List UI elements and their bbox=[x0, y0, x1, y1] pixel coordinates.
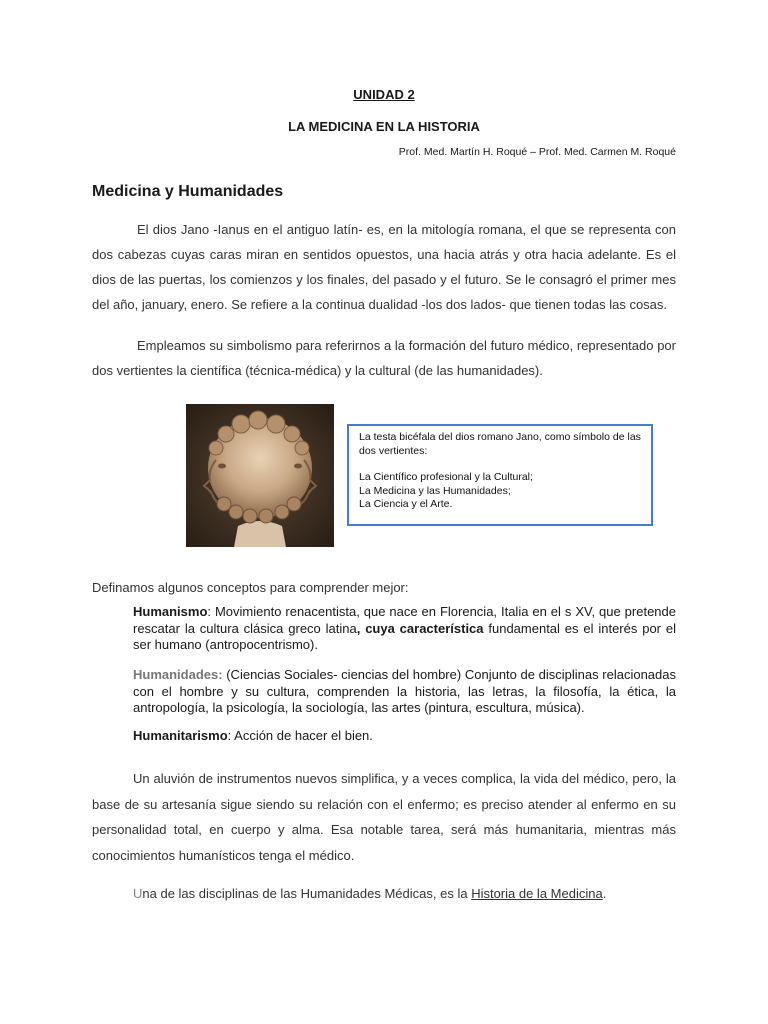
caption-intro: La testa bicéfala del dios romano Jano, como símbolo de las dos vertientes: bbox=[359, 431, 641, 457]
unit-heading: UNIDAD 2 bbox=[353, 87, 415, 102]
caption-item: La Científico profesional y la Cultural; bbox=[359, 471, 533, 483]
paragraph-period: . bbox=[602, 886, 607, 901]
caption-item: La Ciencia y el Arte. bbox=[359, 498, 453, 510]
definition-humanismo bbox=[133, 604, 676, 654]
definition-term: Humanitarismo bbox=[133, 728, 228, 743]
definition-text: : Movimiento renacentista, que nace en Florencia, Italia en el s XV, que pretende rescatar la cultura clásica greco latina bbox=[133, 604, 676, 636]
chapter-title: LA MEDICINA EN LA HISTORIA bbox=[288, 119, 480, 134]
definition-humanidades bbox=[133, 667, 676, 717]
definitions-intro: Definamos algunos conceptos para comprender mejor: bbox=[92, 580, 409, 595]
caption-spacer bbox=[359, 458, 641, 471]
paragraph-text: Empleamos su simbolismo para referirnos a la formación del futuro médico, representado por dos vertientes la científica (técnica-médica) y la cultural (de las humanidades). bbox=[92, 338, 676, 378]
caption-item: La Medicina y las Humanidades; bbox=[359, 484, 511, 497]
paragraph-text: na de las disciplinas de las Humanidades Médicas, es la bbox=[142, 886, 472, 901]
authors-line: Prof. Med. Martín H. Roqué – Prof. Med. Carmen M. Roqué bbox=[398, 146, 676, 158]
definition-text: fundamental es el interés por el ser humano (antropocentrismo). bbox=[133, 620, 676, 652]
janus-bust-image bbox=[186, 404, 334, 547]
paragraph-text: Un aluvión de instrumentos nuevos simplifica, y a veces complica, la vida del médico, pero, la base de su artesanía sigue siendo su relación con el enfermo; es preciso atender al enfermo en su personalidad total, en cuerpo y alma. Esa notable tarea, será más humanitaria, mientras más conocimientos humanísticos tenga el médico. bbox=[92, 771, 676, 863]
definition-term: Humanismo bbox=[133, 604, 208, 619]
drop-letter: U bbox=[133, 886, 143, 901]
figure-caption-box bbox=[347, 424, 653, 526]
definition-text: : Acción de hacer el bien. bbox=[227, 728, 373, 743]
definition-emphasis: , cuya característica bbox=[356, 620, 484, 636]
definition-text: (Ciencias Sociales- ciencias del hombre) Conjunto de disciplinas relacionadas con el hombre y su cultura, comprenden la historia, las letras, la filosofía, la ética, la antropología, la psicología, la sociología, las artes (pintura, escultura, música). bbox=[133, 667, 676, 715]
paragraph-instruments bbox=[92, 766, 676, 868]
history-of-medicine-link[interactable]: Historia de la Medicina bbox=[471, 886, 603, 901]
paragraph-text: El dios Jano -Ianus en el antiguo latín- es, en la mitología romana, el que se representa con dos cabezas cuyas caras miran en sentidos opuestos, una hacia atrás y otra hacia adelante. Es el dios de las puertas, los comienzos y los finales, del pasado y el futuro. Se le consagró el primer mes del año, january, enero. Se refiere a la continua dualidad -los dos lados- que tienen todas las cosas. bbox=[92, 222, 676, 312]
section-title: Medicina y Humanidades bbox=[92, 183, 284, 200]
paragraph-history-link bbox=[133, 886, 606, 901]
definition-humanitarismo bbox=[133, 728, 676, 745]
paragraph-jano bbox=[92, 217, 676, 317]
paragraph-symbolism bbox=[92, 333, 676, 383]
definition-term: Humanidades: bbox=[133, 667, 223, 682]
